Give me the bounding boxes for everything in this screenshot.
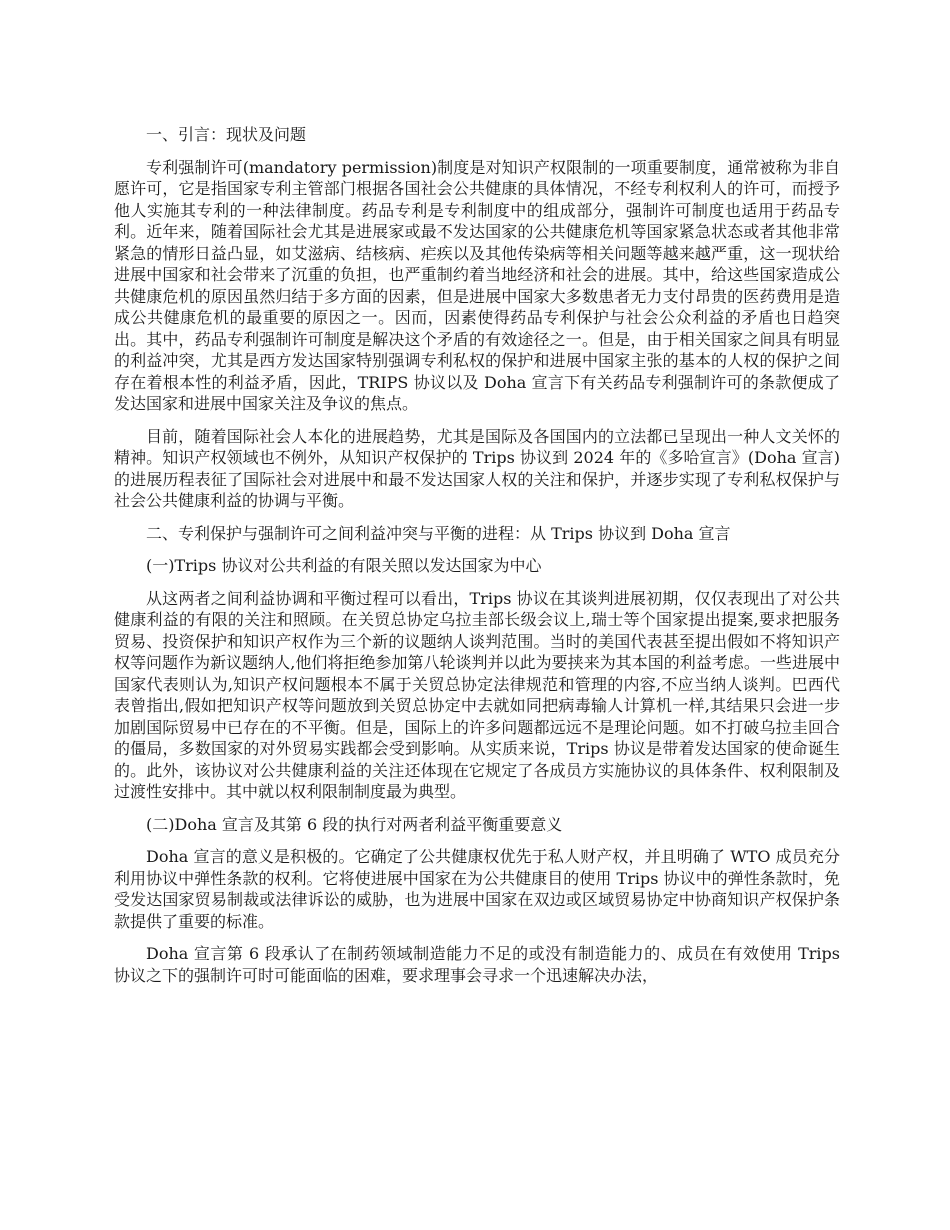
paragraph-doha-significance: Doha 宣言的意义是积极的。它确定了公共健康权优先于私人财产权，并且明确了 WTO 成员充分利用协议中弹性条款的权利。它将使进展中国家在为公共健康目的使用 Trips 协议中的弹性条款时，免受发达国家贸易制裁或法律诉讼的威胁，也为进展中国家在双边或区域贸易协定中协商知识产权保护条款提供了重要的标准。 (114, 847, 840, 931)
subsection-heading-trips: (一)Trips 协议对公共利益的有限关照以发达国家为中心 (146, 556, 542, 575)
document-body (114, 124, 840, 997)
section-heading-intro: 一、引言：现状及问题 (146, 125, 307, 144)
subsection-heading-doha: (二)Doha 宣言及其第 6 段的执行对两者利益平衡重要意义 (146, 814, 563, 834)
paragraph-trips: 从这两者之间利益协调和平衡过程可以看出，Trips 协议在其谈判进展初期，仅仅表现出了对公共健康利益的有限的关注和照顾。在关贸总协定乌拉圭部长级会议上,瑞士等个国家提出提案,要求把服务贸易、投资保护和知识产权作为三个新的议题纳人谈判范围。当时的美国代表甚至提出假如不将知识产权等问题作为新议题纳人,他们将拒绝参加第八轮谈判并以此为要挟来为其本国的利益考虑。一些进展中国家代表则认为,知识产权问题根本不属于关贸总协定法律规范和管理的内容,不应当纳人谈判。巴西代表曾指出,假如把知识产权等问题放到关贸总协定中去就如同把病毒输人计算机一样,其结果只会进一步加剧国际贸易中已存在的不平衡。但是，国际上的许多问题都远远不是理论问题。如不打破乌拉圭回合的僵局，多数国家的对外贸易实践都会受到影响。从实质来说，Trips 协议是带着发达国家的使命诞生的。此外，该协议对公共健康利益的关注还体现在它规定了各成员方实施协议的具体条件、权利限制及过渡性安排中。其中就以权利限制制度最为典型。 (114, 588, 840, 801)
section-heading-conflict: 二、专利保护与强制许可之间利益冲突与平衡的进程：从 Trips 协议到 Doha 宣言 (146, 523, 731, 543)
paragraph-intro-definition: 专利强制许可(mandatory permission)制度是对知识产权限制的一项重要制度，通常被称为非自愿许可，它是指国家专利主管部门根据各国社会公共健康的具体情况，不经专利权利人的许可，而授予他人实施其专利的一种法律制度。药品专利是专利制度中的组成部分，强制许可制度也适用于药品专利。近年来，随着国际社会尤其是进展家或最不发达国家的公共健康危机等国家紧急状态或者其他非常紧急的情形日益凸显，如艾滋病、结核病、疟疾以及其他传染病等相关问题等越来越严重，这一现状给进展中国家和社会带来了沉重的负担，也严重制约着当地经济和社会的进展。其中，给这些国家造成公共健康危机的原因虽然归结于多方面的因素，但是进展中国家大多数患者无力支付昂贵的医药费用是造成公共健康危机的最重要的原因之一。因而，因素使得药品专利保护与社会公众利益的矛盾也日趋突出。其中，药品专利强制许可制度是解决这个矛盾的有效途径之一。但是，由于相关国家之间具有明显的利益冲突，尤其是西方发达国家特别强调专利私权的保护和进展中国家主张的基本的人权的保护之间存在着根本性的利益矛盾，因此，TRIPS 协议以及 Doha 宣言下有关药品专利强制许可的条款便成了发达国家和进展中国家关注及争议的焦点。 (114, 157, 840, 413)
paragraph-doha-section6: Doha 宣言第 6 段承认了在制药领域制造能力不足的或没有制造能力的、成员在有效使用 Trips 协议之下的强制许可时可能面临的困难，要求理事会寻求一个迅速解决办法， (114, 944, 840, 985)
paragraph-intro-trend: 目前，随着国际社会人本化的进展趋势，尤其是国际及各国国内的立法都已呈现出一种人文关怀的精神。知识产权领域也不例外，从知识产权保护的 Trips 协议到 2024 年的《多哈宣言》(Doha 宣言)的进展历程表征了国际社会对进展中和最不发达国家人权的关注和保护，并逐步实现了专利私权保护与社会公共健康利益的协调与平衡。 (114, 426, 840, 510)
